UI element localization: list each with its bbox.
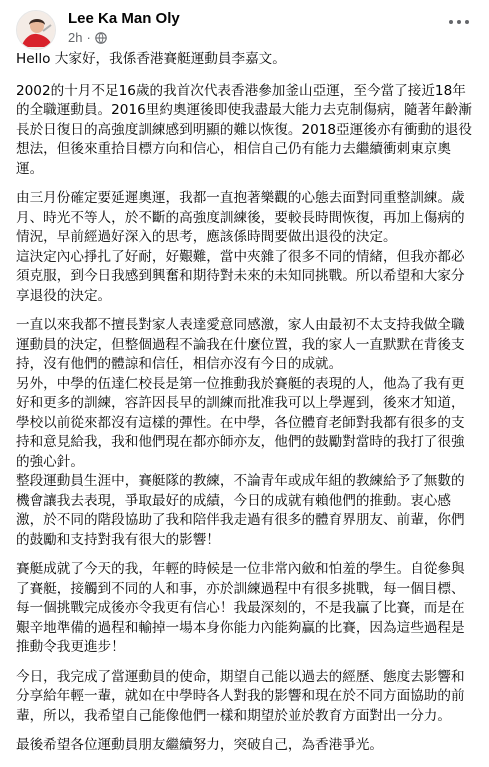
post-paragraph: 由三月份確定要延遲奧運，我都一直抱著樂觀的心態去面對同重整訓練。歲月、時光不等人，於不斷的高強度訓練後，要較長時間恢復，再加上傷病的情況，早前經過好深入的思考，應該係時間要做出退役的決定。 這決定內心掙扎了好耐，好艱難，當中夾雜了很多不同的情緒，但我亦都必須克服，到今日我感到興奮和期待對未來的未知同挑戰。所以希望和大家分享退役的決定。 xyxy=(16,190,465,304)
meta-separator: · xyxy=(86,30,91,45)
post-paragraph: 一直以來我都不擅長對家人表達愛意同感激，家人由最初不太支持我做全職運動員的決定，但整個過程不論我在什麼位置，我的家人一直默默在背後支持，沒有他們的體諒和信任，相信亦沒有今日的成就。 另外，中學的伍達仁校長是第一位推動我於賽艇的表現的人，他為了我有更好和更多的訓練，容許因長早的訓練而批准我可以上學遲到，後來才知道，學校以前從來都沒有這樣的彈性。在中學，各位體育老師對我都有很多的支持和意見給我，我和他們現在都亦師亦友，他們的鼓勵對當時的我打了很強的強心針。 整段運動員生涯中，賽艇隊的教練，不論青年或成年組的教練給予了無數的機會讓我去表現，爭取最好的成績，今日的成就有賴他們的推動。衷心感激，於不同的階段協助了我和陪伴我走過有很多的體育界朋友、前輩，你們的鼓勵和支持對我有很大的影響！ xyxy=(16,317,465,548)
post-header xyxy=(16,10,477,45)
more-options-icon[interactable] xyxy=(441,10,477,34)
post-body xyxy=(16,50,475,766)
post-paragraph: 2002的十月不足16歲的我首次代表香港參加釜山亞運，至今當了接近18年的全職運動員。2016里約奧運後即使我盡最大能力去克制傷病，隨著年齡漸長於日復日的高強度訓練感到明顯的難以恢復。2018亞運後亦有衝動的退役想法，但後來重拾目標方向和信心，相信自己仍有能力去繼續衝刺東京奧運。 xyxy=(16,82,472,177)
avatar[interactable] xyxy=(16,10,56,50)
post-paragraph: 最後希望各位運動員朋友繼續努力，突破自己，為香港爭光。 xyxy=(16,737,384,753)
globe-icon[interactable] xyxy=(95,32,107,44)
post-meta xyxy=(68,30,107,46)
more-dot xyxy=(465,20,469,24)
author-name[interactable]: Lee Ka Man Oly xyxy=(68,10,180,27)
avatar-photo-icon xyxy=(17,11,56,50)
post-paragraph: 賽艇成就了今天的我，年輕的時候是一位非常內斂和怕羞的學生。自從參與了賽艇，接觸到不同的人和事，亦於訓練過程中有很多挑戰，每一個目標、每一個挑戰完成後亦令我更有信心！我最深刻的，不是我贏了比賽，而是在艱辛地準備的過程和輸掉一場本身你能力內能夠贏的比賽，因為這些過程是推動令我更進步！ xyxy=(16,561,465,655)
post-paragraph: 今日，我完成了當運動員的使命，期望自己能以過去的經歷、態度去影響和分享給年輕一輩，就如在中學時各人對我的影響和現在於不同方面協助的前輩，所以，我希望自己能像他們一樣和期望於並於教育方面對出一分力。 xyxy=(16,668,465,724)
post-timestamp[interactable]: 2h xyxy=(68,30,83,45)
more-dot xyxy=(457,20,461,24)
post-paragraph: Hello 大家好，我係香港賽艇運動員李嘉文。 xyxy=(16,51,286,67)
more-dot xyxy=(449,20,453,24)
